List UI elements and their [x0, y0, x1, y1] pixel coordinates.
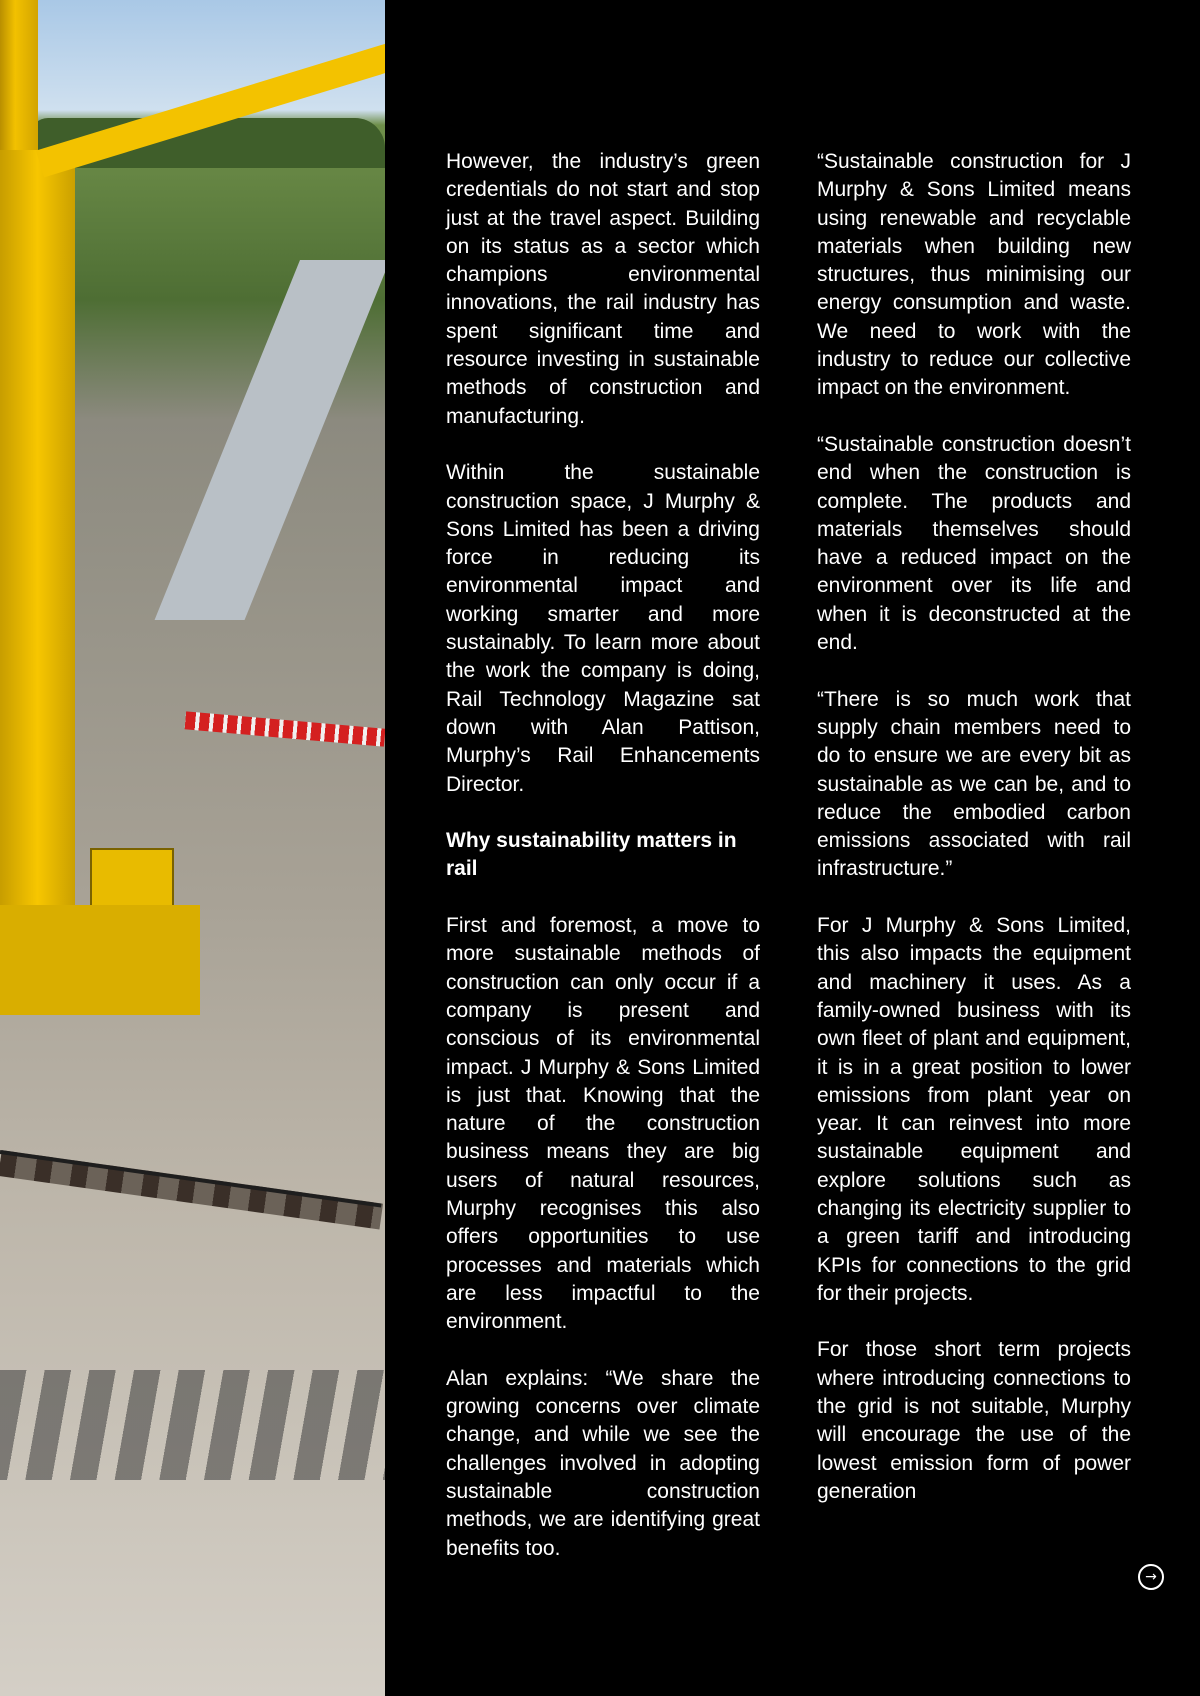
paragraph: First and foremost, a move to more sustainable methods of construction can only occur if a company is present and conscious of its environmental impact. J Murphy & Sons Limited is just that. Knowing that the nature of the construction business means they are big users of natural resources, Murphy recognises this also offers opportunities to use processes and materials which are less impactful to the environment.	[446, 914, 760, 1334]
article-column-right	[817, 148, 1131, 1535]
crane-column	[0, 150, 75, 940]
paragraph: Within the sustainable construction space, J Murphy & Sons Limited has been a driving force in reducing its environmental impact and working smarter and more sustainably. To learn more about the work the company is doing, Rail Technology Magazine sat down with Alan Pattison, Murphy’s Rail Enhancements Director.	[446, 461, 760, 796]
red-barrier	[185, 711, 385, 746]
paragraph: For J Murphy & Sons Limited, this also impacts the equipment and machinery it uses. As a family-owned business with its own fleet of plant and equipment, it is in a great position to lower emissions from plant year on year. It can reinvest into more sustainable equipment and explore solutions such as changing its electricity supplier to a green tariff and introducing KPIs for connections to the grid for their projects.	[817, 914, 1131, 1305]
paragraph: Alan explains: “We share the growing concerns over climate change, and while we see the challenges involved in adopting sustainable construction methods, we are identifying great benefits too.	[446, 1366, 760, 1560]
construction-site-photo	[0, 0, 385, 1696]
crane-base	[0, 905, 200, 1015]
paragraph: “Sustainable construction for J Murphy & Sons Limited means using renewable and recyclable materials when building new structures, thus minimising our energy consumption and waste. We need to work with the industry to reduce our collective impact on the environment.	[817, 150, 1131, 400]
crane-shadow	[0, 1370, 385, 1480]
paragraph: “Sustainable construction doesn’t end when the construction is complete. The products and materials themselves should have a reduced impact on the environment over its life and when it is deconstructed at the end.	[817, 432, 1131, 655]
section-heading: Why sustainability matters in rail	[446, 829, 737, 881]
paragraph: However, the industry’s green credentials do not start and stop just at the travel aspect. Building on its status as a sector which champions environmental innovations, the rail industry has spent significant time and resource investing in sustainable methods of construction and manufacturing.	[446, 150, 760, 428]
paragraph: For those short term projects where introducing connections to the grid is not suitable, Murphy will encourage the use of the lowest emission form of power generation	[817, 1338, 1131, 1503]
article-column-left	[446, 148, 760, 1591]
arrow-right-circle-icon[interactable]	[1138, 1564, 1164, 1590]
paragraph: “There is so much work that supply chain members need to do to ensure we are every bit as sustainable as we can be, and to reduce the embodied carbon emissions associated with rail infrastructure.”	[817, 687, 1131, 881]
crane-cab	[90, 848, 174, 912]
rail-embankment	[155, 260, 385, 620]
next-page-glyph: →	[1145, 1569, 1157, 1585]
